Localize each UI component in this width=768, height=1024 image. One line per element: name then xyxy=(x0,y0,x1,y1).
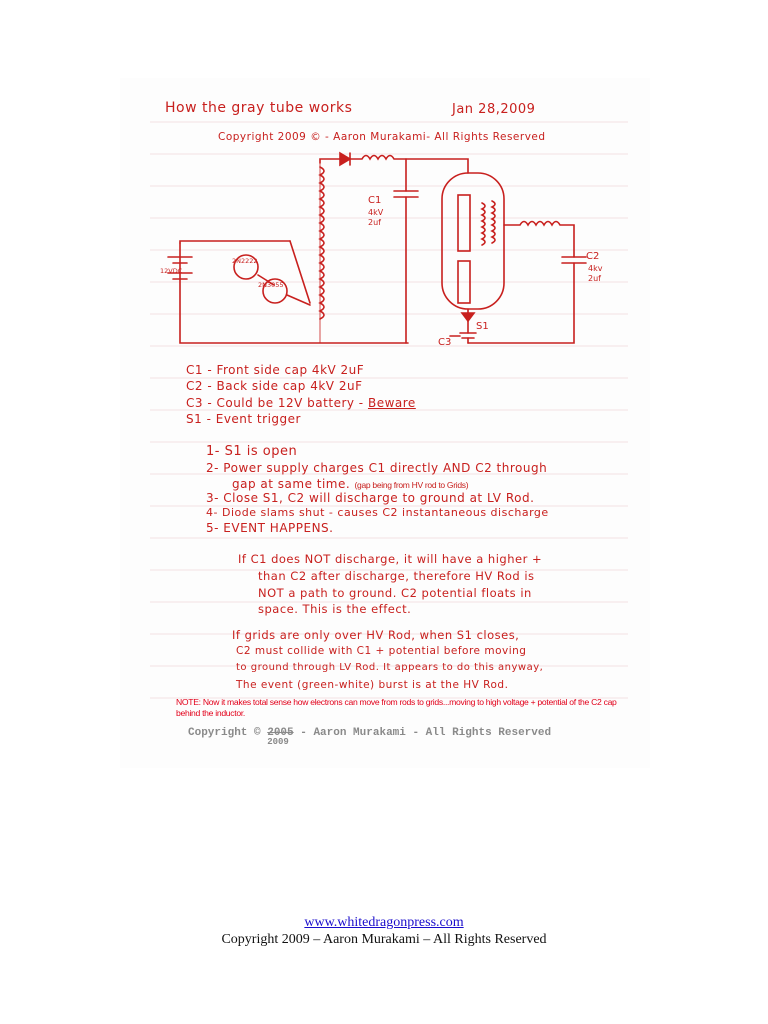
stamp-prefix: Copyright © xyxy=(188,727,261,739)
grid-coil-1 xyxy=(482,203,485,245)
step-item xyxy=(206,461,547,475)
diode-symbol xyxy=(340,153,350,165)
stamp-year: 2009 xyxy=(267,737,289,747)
explanation-line: space. This is the effect. xyxy=(258,602,412,616)
page-title: How the gray tube works xyxy=(165,100,353,116)
legend-code: C2 xyxy=(186,379,204,393)
legend-item: C1 - Front side cap 4kV 2uF xyxy=(186,363,365,377)
c2-label: C2 xyxy=(586,251,600,262)
step-number: 4- xyxy=(206,506,218,519)
choke-inductor xyxy=(350,156,406,160)
copyright-header: Copyright 2009 © - Aaron Murakami- All Rights Reserved xyxy=(218,131,546,143)
transistor2-label: 2N3055 xyxy=(258,281,284,289)
c1-kv: 4kV xyxy=(368,208,384,217)
explanation2-line: C2 must collide with C1 + potential before moving xyxy=(236,645,527,657)
grid-coil-2 xyxy=(492,201,495,243)
typed-note: NOTE: Now it makes total sense how electrons can move from rods to grids...moving to high voltage + potential of the C2 cap behind the inductor. xyxy=(176,697,617,718)
explanation2-line: to ground through LV Rod. It appears to do this anyway, xyxy=(236,662,544,673)
s1-switch-symbol xyxy=(462,313,474,321)
step-number: 3- xyxy=(206,491,219,505)
legend-code: C1 xyxy=(186,363,204,377)
step-text: Diode slams shut - causes C2 instantaneous discharge xyxy=(221,506,549,519)
gap-note: (gap being from HV rod to Grids) xyxy=(354,480,469,490)
explanation-line: than C2 after discharge, therefore HV Rod is xyxy=(258,569,535,583)
footer-link[interactable] xyxy=(0,915,768,931)
ground-wire xyxy=(180,243,408,343)
step-text: S1 is open xyxy=(224,444,298,459)
legend-item: S1 - Event trigger xyxy=(186,412,301,426)
legend-warning: Beware xyxy=(367,396,416,410)
step-number: 2- xyxy=(206,461,219,475)
c1-label: C1 xyxy=(368,195,382,206)
legend-desc: Front side cap 4kV 2uF xyxy=(216,363,365,377)
stamp-suffix: - Aaron Murakami - All Rights Reserved xyxy=(300,727,552,739)
step-item xyxy=(206,491,534,505)
step-number: 1- xyxy=(206,444,220,459)
c2-uf: 2uf xyxy=(588,274,601,283)
step-item xyxy=(206,521,334,535)
circuit-schematic xyxy=(150,145,630,360)
explanation-line: NOT a path to ground. C2 potential floats in xyxy=(258,586,532,600)
page-date: Jan 28,2009 xyxy=(452,102,536,117)
footer-copyright: Copyright 2009 – Aaron Murakami – All Rights Reserved xyxy=(221,932,547,947)
legend-desc: Back side cap 4kV 2uF xyxy=(216,379,363,393)
legend-item: C2 - Back side cap 4kV 2uF xyxy=(186,379,363,393)
hv-rod xyxy=(458,195,470,251)
step-item xyxy=(206,506,549,519)
explanation2-line: The event (green-white) burst is at the HV Rod. xyxy=(236,679,509,691)
stamp-struck-year: 2005 xyxy=(267,727,294,739)
step-number: 5- xyxy=(206,521,219,535)
step-text: gap at same time. xyxy=(232,477,351,491)
transistor1-label: 2N2222 xyxy=(232,257,258,265)
battery-label: 12VDC xyxy=(160,267,183,275)
legend-desc: Could be 12V battery - xyxy=(216,396,364,410)
step-item xyxy=(232,477,468,491)
step-item xyxy=(206,444,297,459)
c2-inductor xyxy=(504,222,574,258)
lv-rod xyxy=(458,261,470,303)
step-text: Close S1, C2 will discharge to ground at LV Rod. xyxy=(223,491,535,505)
legend-item: C3 - Could be 12V battery - Beware xyxy=(186,396,416,410)
explanation2-line: If grids are only over HV Rod, when S1 closes, xyxy=(232,628,520,642)
copyright-stamp xyxy=(188,727,552,747)
s1-label: S1 xyxy=(476,321,489,332)
secondary-coil xyxy=(320,167,324,319)
explanation-line: If C1 does NOT discharge, it will have a higher + xyxy=(238,552,543,566)
top-battery-wire xyxy=(180,241,290,243)
legend-desc: Event trigger xyxy=(215,412,301,426)
step-text: Power supply charges C1 directly AND C2 through xyxy=(223,461,548,475)
legend-code: S1 xyxy=(186,412,203,426)
footer-url[interactable]: www.whitedragonpress.com xyxy=(304,915,464,930)
c3-label: C3 xyxy=(438,337,452,348)
c1-uf: 2uf xyxy=(368,218,381,227)
step-text: EVENT HAPPENS. xyxy=(223,521,334,535)
c2-kv: 4kv xyxy=(588,264,603,273)
legend-code: C3 xyxy=(186,396,204,410)
